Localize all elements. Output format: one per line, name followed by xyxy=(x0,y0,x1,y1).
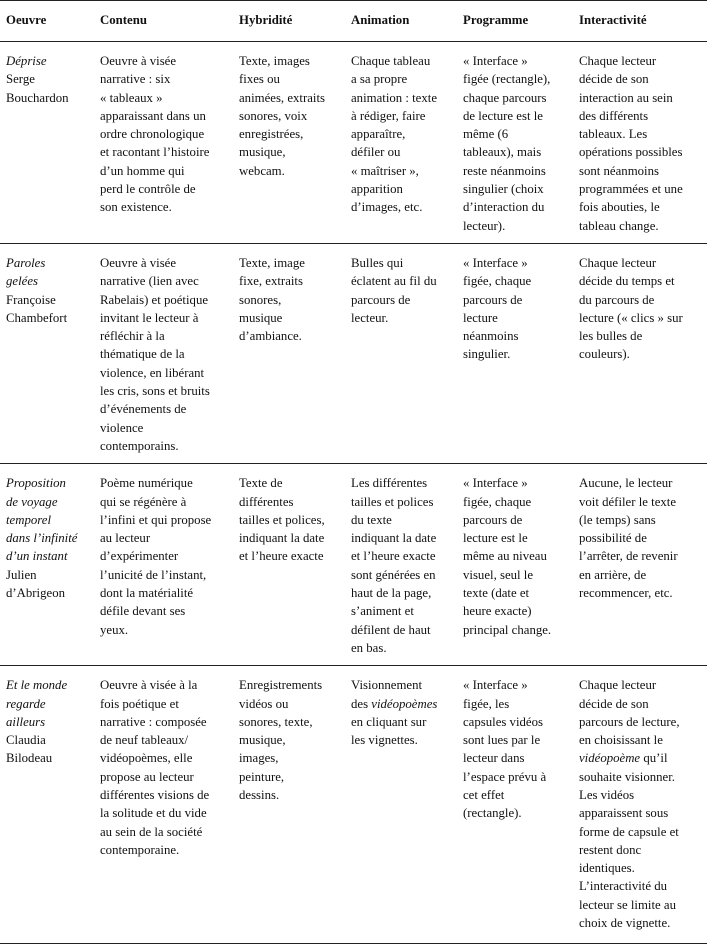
table-row xyxy=(0,42,707,244)
animation-line: éclatent au fil du xyxy=(351,274,437,289)
cell-interactivite xyxy=(573,666,707,944)
interactivite-line: identiques. xyxy=(579,861,635,876)
programme-line: lecteur dans xyxy=(463,751,525,766)
interactivite-line: choix de vignette. xyxy=(579,916,671,931)
col-header-animation: Animation xyxy=(351,12,410,27)
animation-line: Visionnement xyxy=(351,678,423,693)
contenu-line: violence xyxy=(100,420,144,435)
animation-line: lecteur. xyxy=(351,310,389,325)
interactivite-line: décide de son xyxy=(579,696,649,711)
programme-line: néanmoins xyxy=(463,329,519,344)
interactivite-line: tableau change. xyxy=(579,218,659,233)
interactivite-line: des différents xyxy=(579,108,649,123)
contenu-line: qui se régénère à xyxy=(100,494,187,509)
interactivite-line: opérations possibles xyxy=(579,145,683,160)
contenu-line: yeux. xyxy=(100,622,129,637)
interactivite-line: parcours de lecture, xyxy=(579,714,680,729)
programme-line: singulier. xyxy=(463,347,511,362)
interactivite-line: restent donc xyxy=(579,842,642,857)
programme-line: même (6 xyxy=(463,127,509,142)
programme-line: chaque parcours xyxy=(463,90,547,105)
contenu-line: fois poétique et xyxy=(100,696,179,711)
programme-line: « Interface » xyxy=(463,255,528,270)
contenu-line: Oeuvre à visée xyxy=(100,255,177,270)
hybridite-line: différentes xyxy=(239,494,294,509)
interactivite-line: les bulles de xyxy=(579,329,643,344)
interactivite-line: Aucune, le lecteur xyxy=(579,476,673,491)
animation-line: parcours de xyxy=(351,292,411,307)
table-row xyxy=(0,666,707,944)
contenu-line: propose au lecteur xyxy=(100,769,194,784)
hybridite-line: musique, xyxy=(239,733,286,748)
contenu-line: invitant le lecteur à xyxy=(100,310,199,325)
col-header-hybridite: Hybridité xyxy=(239,12,293,27)
contenu-line: l’infini et qui propose xyxy=(100,512,212,527)
animation-line: « maîtriser », xyxy=(351,163,419,178)
hybridite-line: webcam. xyxy=(239,163,285,178)
animation-line: haut de la page, xyxy=(351,586,432,601)
cell-programme xyxy=(457,464,573,666)
cell-hybridite xyxy=(233,464,345,666)
animation-line: les vignettes. xyxy=(351,733,418,748)
contenu-line: au sein de la société xyxy=(100,824,203,839)
contenu-line: de neuf tableaux/ xyxy=(100,733,189,748)
interactivite-line: possibilité de xyxy=(579,531,647,546)
work-author-line: Serge xyxy=(6,72,35,87)
animation-line: indiquant la date xyxy=(351,531,437,546)
interactivite-line: tableaux. Les xyxy=(579,127,648,142)
work-title-line: de voyage xyxy=(6,494,58,509)
table-body xyxy=(0,42,707,944)
work-author-line: Bouchardon xyxy=(6,90,69,105)
cell-hybridite xyxy=(233,42,345,244)
contenu-line: la solitude et du vide xyxy=(100,806,207,821)
interactivite-line: interaction au sein xyxy=(579,90,673,105)
cell-contenu xyxy=(94,42,233,244)
animation-line: Les différentes xyxy=(351,476,428,491)
interactivite-line: forme de capsule et xyxy=(579,824,679,839)
interactivite-line: (le temps) sans xyxy=(579,512,656,527)
programme-line: lecture xyxy=(463,310,498,325)
contenu-line: son existence. xyxy=(100,200,172,215)
interactivite-line: l’arrêter, de revenir xyxy=(579,549,678,564)
cell-hybridite xyxy=(233,243,345,463)
interactivite-line: en arrière, de xyxy=(579,567,647,582)
hybridite-line: indiquant la date xyxy=(239,531,325,546)
contenu-line: violence, en libérant xyxy=(100,365,205,380)
programme-line: « Interface » xyxy=(463,54,528,68)
hybridite-line: tailles et polices, xyxy=(239,512,325,527)
work-author-line: Claudia xyxy=(6,733,46,748)
work-title-line: regarde xyxy=(6,696,46,711)
programme-line: « Interface » xyxy=(463,476,528,491)
cell-contenu xyxy=(94,666,233,944)
interactivite-line: programmées et une xyxy=(579,182,683,197)
cell-programme xyxy=(457,42,573,244)
hybridite-line: dessins. xyxy=(239,787,280,802)
programme-line: figée, les xyxy=(463,696,510,711)
cell-contenu xyxy=(94,243,233,463)
hybridite-line: fixe, extraits xyxy=(239,274,303,289)
contenu-line: narrative : six xyxy=(100,72,171,87)
cell-hybridite xyxy=(233,666,345,944)
hybridite-line: d’ambiance. xyxy=(239,329,302,344)
animation-line: et l’heure exacte xyxy=(351,549,436,564)
programme-line: « Interface » xyxy=(463,678,528,693)
programme-line: cet effet xyxy=(463,787,505,802)
work-title-line: ailleurs xyxy=(6,714,46,729)
programme-line: (rectangle). xyxy=(463,806,522,821)
contenu-line: l’unicité de l’instant, xyxy=(100,567,207,582)
contenu-line: vidéopoèmes, elle xyxy=(100,751,193,766)
programme-line: l’espace prévu à xyxy=(463,769,547,784)
interactivite-line: voit défiler le texte xyxy=(579,494,677,509)
col-header-programme: Programme xyxy=(463,12,529,27)
work-author-line: Julien xyxy=(6,567,37,582)
cell-animation xyxy=(345,464,457,666)
hybridite-line: fixes ou xyxy=(239,72,280,87)
animation-line: d’images, etc. xyxy=(351,200,423,215)
contenu-line: apparaissant dans un xyxy=(100,108,206,123)
contenu-line: « tableaux » xyxy=(100,90,163,105)
interactivite-line: Chaque lecteur xyxy=(579,678,657,693)
interactivite-line: fois abouties, le xyxy=(579,200,660,215)
hybridite-line: musique, xyxy=(239,145,286,160)
programme-line: principal change. xyxy=(463,622,552,637)
contenu-line: d’événements de xyxy=(100,402,187,417)
programme-line: reste néanmoins xyxy=(463,163,546,178)
animation-line: du texte xyxy=(351,512,392,527)
interactivite-line: décide du temps et xyxy=(579,274,675,289)
work-author-line: Chambefort xyxy=(6,310,68,325)
programme-line: heure exacte) xyxy=(463,604,532,619)
interactivite-line: sont néanmoins xyxy=(579,163,659,178)
table-row xyxy=(0,464,707,666)
cell-animation xyxy=(345,42,457,244)
header-row xyxy=(0,1,707,42)
programme-line: tableaux), mais xyxy=(463,145,542,160)
hybridite-line: sonores, texte, xyxy=(239,714,313,729)
hybridite-line: Texte, images xyxy=(239,54,310,68)
contenu-line: différentes visions de xyxy=(100,787,210,802)
hybridite-line: musique xyxy=(239,310,283,325)
contenu-line: narrative : composée xyxy=(100,714,207,729)
interactivite-line: L’interactivité du xyxy=(579,879,668,894)
hybridite-line: Texte de xyxy=(239,476,283,491)
hybridite-line: sonores, voix xyxy=(239,108,308,123)
contenu-line: réfléchir à la xyxy=(100,329,165,344)
cell-programme xyxy=(457,243,573,463)
animation-line: défiler ou xyxy=(351,145,401,160)
cell-interactivite xyxy=(573,243,707,463)
work-title-line: Déprise xyxy=(6,54,47,68)
programme-line: lecture est le xyxy=(463,531,528,546)
interactivite-line: Chaque lecteur xyxy=(579,255,657,270)
animation-line: sont générées en xyxy=(351,567,436,582)
animation-line: en cliquant sur xyxy=(351,714,427,729)
programme-line: de lecture est le xyxy=(463,108,543,123)
interactivite-line: souhaite visionner. xyxy=(579,769,675,784)
hybridite-line: Texte, image xyxy=(239,255,305,270)
interactivite-line: lecture (« clics » sur xyxy=(579,310,683,325)
cell-oeuvre xyxy=(0,464,94,666)
programme-line: figée, chaque xyxy=(463,274,532,289)
interactivite-line: du parcours de xyxy=(579,292,655,307)
hybridite-line: peinture, xyxy=(239,769,285,784)
col-header-interactivite: Interactivité xyxy=(579,12,647,27)
interactivite-line: vidéopoème qu’il xyxy=(579,751,668,766)
interactivite-line: lecteur se limite au xyxy=(579,897,677,912)
cell-programme xyxy=(457,666,573,944)
animation-line: s’animent et xyxy=(351,604,414,619)
programme-line: lecteur). xyxy=(463,218,506,233)
col-header-contenu: Contenu xyxy=(100,12,147,27)
cell-contenu xyxy=(94,464,233,666)
animation-line: à rédiger, faire xyxy=(351,108,426,123)
contenu-line: contemporaine. xyxy=(100,842,180,857)
hybridite-line: images, xyxy=(239,751,279,766)
contenu-line: dont la matérialité xyxy=(100,586,194,601)
animation-line: a sa propre xyxy=(351,72,408,87)
contenu-line: contemporains. xyxy=(100,438,179,453)
contenu-line: et racontant l’histoire xyxy=(100,145,210,160)
work-author-line: Bilodeau xyxy=(6,751,53,766)
col-header-oeuvre: Oeuvre xyxy=(6,12,47,27)
programme-line: parcours de xyxy=(463,292,523,307)
programme-line: sont lues par le xyxy=(463,733,541,748)
animation-line: en bas. xyxy=(351,640,387,655)
interactivite-line: en choisissant le xyxy=(579,733,663,748)
programme-line: figée, chaque xyxy=(463,494,532,509)
table-row xyxy=(0,243,707,463)
animation-line: des vidéopoèmes xyxy=(351,696,438,711)
contenu-line: Rabelais) et poétique xyxy=(100,292,209,307)
work-title-line: d’un instant xyxy=(6,549,68,564)
work-title-line: Proposition xyxy=(6,476,66,491)
interactivite-line: Les vidéos xyxy=(579,787,635,802)
cell-interactivite xyxy=(573,42,707,244)
cell-oeuvre xyxy=(0,666,94,944)
work-title-line: dans l’infinité xyxy=(6,531,78,546)
contenu-line: narrative (lien avec xyxy=(100,274,199,289)
work-title-line: temporel xyxy=(6,512,52,527)
contenu-line: Poème numérique xyxy=(100,476,193,491)
animation-line: tailles et polices xyxy=(351,494,434,509)
contenu-line: d’expérimenter xyxy=(100,549,179,564)
contenu-line: perd le contrôle de xyxy=(100,182,196,197)
programme-line: singulier (choix xyxy=(463,182,544,197)
programme-line: d’interaction du xyxy=(463,200,545,215)
programme-line: capsules vidéos xyxy=(463,714,543,729)
contenu-line: d’un homme qui xyxy=(100,163,185,178)
programme-line: même au niveau xyxy=(463,549,547,564)
cell-interactivite xyxy=(573,464,707,666)
work-author-line: d’Abrigeon xyxy=(6,586,65,601)
interactivite-line: recommencer, etc. xyxy=(579,586,673,601)
contenu-line: Oeuvre à visée à la xyxy=(100,678,198,693)
work-title-line: gelées xyxy=(6,274,38,289)
interactivite-line: décide de son xyxy=(579,72,649,87)
hybridite-line: Enregistrements xyxy=(239,678,323,693)
animation-line: Bulles qui xyxy=(351,255,404,270)
hybridite-line: animées, extraits xyxy=(239,90,325,105)
work-title-line: Paroles xyxy=(6,255,46,270)
contenu-line: thématique de la xyxy=(100,347,185,362)
programme-line: texte (date et xyxy=(463,586,530,601)
contenu-line: défile devant ses xyxy=(100,604,186,619)
contenu-line: Oeuvre à visée xyxy=(100,54,177,68)
programme-line: parcours de xyxy=(463,512,523,527)
hybridite-line: vidéos ou xyxy=(239,696,289,711)
animation-line: animation : texte xyxy=(351,90,437,105)
animation-line: défilent de haut xyxy=(351,622,431,637)
hybridite-line: sonores, xyxy=(239,292,282,307)
programme-line: figée (rectangle), xyxy=(463,72,551,87)
hybridite-line: enregistrées, xyxy=(239,127,304,142)
contenu-line: les cris, sons et bruits xyxy=(100,384,210,399)
animation-line: apparaître, xyxy=(351,127,406,142)
contenu-line: ordre chronologique xyxy=(100,127,205,142)
contenu-line: au lecteur xyxy=(100,531,151,546)
cell-oeuvre xyxy=(0,42,94,244)
interactivite-line: apparaissent sous xyxy=(579,806,669,821)
work-author-line: Françoise xyxy=(6,292,56,307)
interactivite-line: Chaque lecteur xyxy=(579,54,657,68)
programme-line: visuel, seul le xyxy=(463,567,534,582)
work-title-line: Et le monde xyxy=(6,678,68,693)
hybridite-line: et l’heure exacte xyxy=(239,549,324,564)
cell-oeuvre xyxy=(0,243,94,463)
cell-animation xyxy=(345,243,457,463)
animation-line: apparition xyxy=(351,182,403,197)
animation-line: Chaque tableau xyxy=(351,54,431,68)
interactivite-line: couleurs). xyxy=(579,347,630,362)
cell-animation xyxy=(345,666,457,944)
